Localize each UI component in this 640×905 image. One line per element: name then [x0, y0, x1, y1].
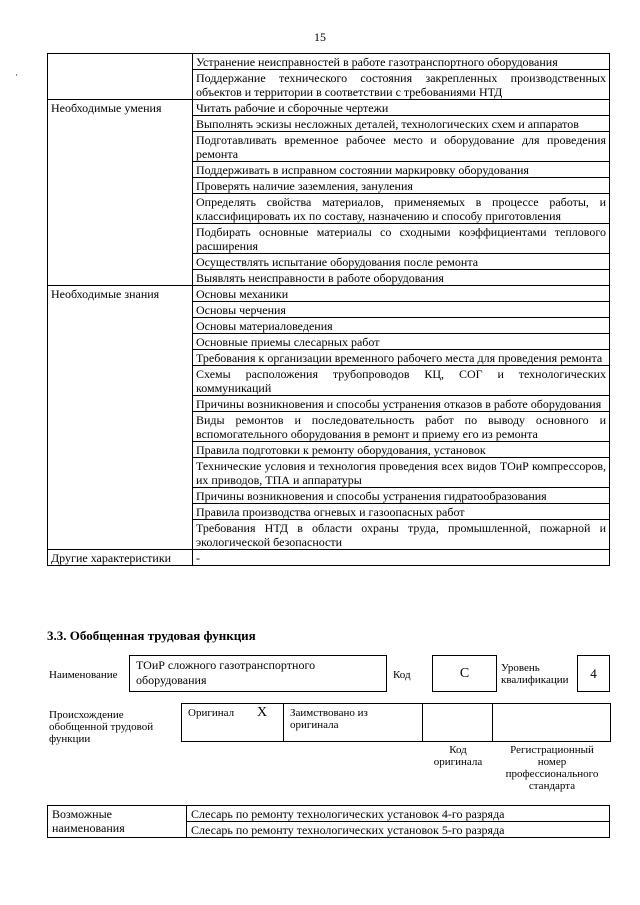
- origin-box: [181, 703, 611, 742]
- borrowed-label: Заимствовано из оригинала: [290, 707, 368, 731]
- page-number: 15: [314, 30, 326, 44]
- name-box: [129, 655, 387, 692]
- row-item: Выполнять эскизы несложных деталей, технологических схем и аппаратов: [193, 116, 610, 132]
- row-item: Схемы расположения трубопроводов КЦ, СОГ и технологических коммуникаций: [193, 366, 610, 396]
- row-item: Основные приемы слесарных работ: [193, 334, 610, 350]
- table-row: [48, 100, 610, 116]
- row-label: Другие характеристики: [48, 550, 193, 566]
- row-item: Основы черчения: [193, 302, 610, 318]
- row-item: -: [193, 550, 610, 566]
- row-item: Правила производства огневых и газоопасных работ: [193, 504, 610, 520]
- row-item: Правила подготовки к ремонту оборудования, установок: [193, 442, 610, 458]
- table-row: [48, 550, 610, 566]
- row-item: Поддерживать в исправном состоянии маркировку оборудования: [193, 162, 610, 178]
- row-item: Определять свойства материалов, применяемых в процессе работы, и классифицировать их по составу, назначению и способу приготовления: [193, 194, 610, 224]
- row-item: Причины возникновения и способы устранения отказов в работе оборудования: [193, 396, 610, 412]
- row-label: Необходимые знания: [48, 286, 193, 550]
- level-value: 4: [577, 655, 610, 692]
- original-label: Оригинал: [188, 707, 235, 719]
- row-item: Выявлять неисправности в работе оборудования: [193, 270, 610, 286]
- row-item: Основы материаловедения: [193, 318, 610, 334]
- row-item: Устранение неисправностей в работе газотранспортного оборудования: [193, 54, 610, 70]
- row-item: Технические условия и технология проведения всех видов ТОиР компрессоров, их приводов, ТПА и аппаратуры: [193, 458, 610, 488]
- row-item: Осуществлять испытание оборудования после ремонта: [193, 254, 610, 270]
- positions-table: [47, 805, 610, 838]
- position-item: Слесарь по ремонту технологических установок 5-го разряда: [187, 822, 610, 838]
- position-item: Слесарь по ремонту технологических установок 4-го разряда: [187, 806, 610, 822]
- code-value: С: [432, 655, 497, 692]
- competency-table: [47, 53, 610, 566]
- row-item: Подготавливать временное рабочее место и оборудование для проведения ремонта: [193, 132, 610, 162]
- margin-mark: ·: [15, 70, 18, 80]
- table-row: [48, 54, 610, 70]
- name-label: Наименование: [49, 669, 118, 681]
- row-label: [48, 54, 193, 100]
- row-item: Виды ремонтов и последовательность работ по выводу основного и вспомогательного оборудования в ремонт и приему его из ремонта: [193, 412, 610, 442]
- row-item: Читать рабочие и сборочные чертежи: [193, 100, 610, 116]
- row-item: Основы механики: [193, 286, 610, 302]
- section-title: 3.3. Обобщенная трудовая функция: [47, 628, 256, 643]
- row-label: Необходимые умения: [48, 100, 193, 286]
- code-label: Код: [393, 669, 411, 681]
- level-label: Уровень квалификации: [501, 662, 569, 686]
- row-item: Причины возникновения и способы устранения гидратообразования: [193, 488, 610, 504]
- original-mark: X: [257, 705, 268, 720]
- reg-caption: Регистрационный номер профессионального стандарта: [505, 744, 599, 792]
- row-item: Требования к организации временного рабочего места для проведения ремонта: [193, 350, 610, 366]
- row-item: Проверять наличие заземления, зануления: [193, 178, 610, 194]
- origin-label: Происхождение обобщенной трудовой функции: [49, 709, 154, 745]
- row-item: Подбирать основные материалы со сходными коэффициентами теплового расширения: [193, 224, 610, 254]
- table-row: [48, 286, 610, 302]
- row-item: Поддержание технического состояния закрепленных производственных объектов и территории в соответствии с требованиями НТД: [193, 70, 610, 100]
- code-caption: Код оригинала: [433, 744, 483, 768]
- row-item: Требования НТД в области охраны труда, промышленной, пожарной и экологической безопасности: [193, 520, 610, 550]
- name-value: ТОиР сложного газотранспортного оборудования: [136, 658, 316, 687]
- positions-label: Возможные наименования: [48, 806, 187, 838]
